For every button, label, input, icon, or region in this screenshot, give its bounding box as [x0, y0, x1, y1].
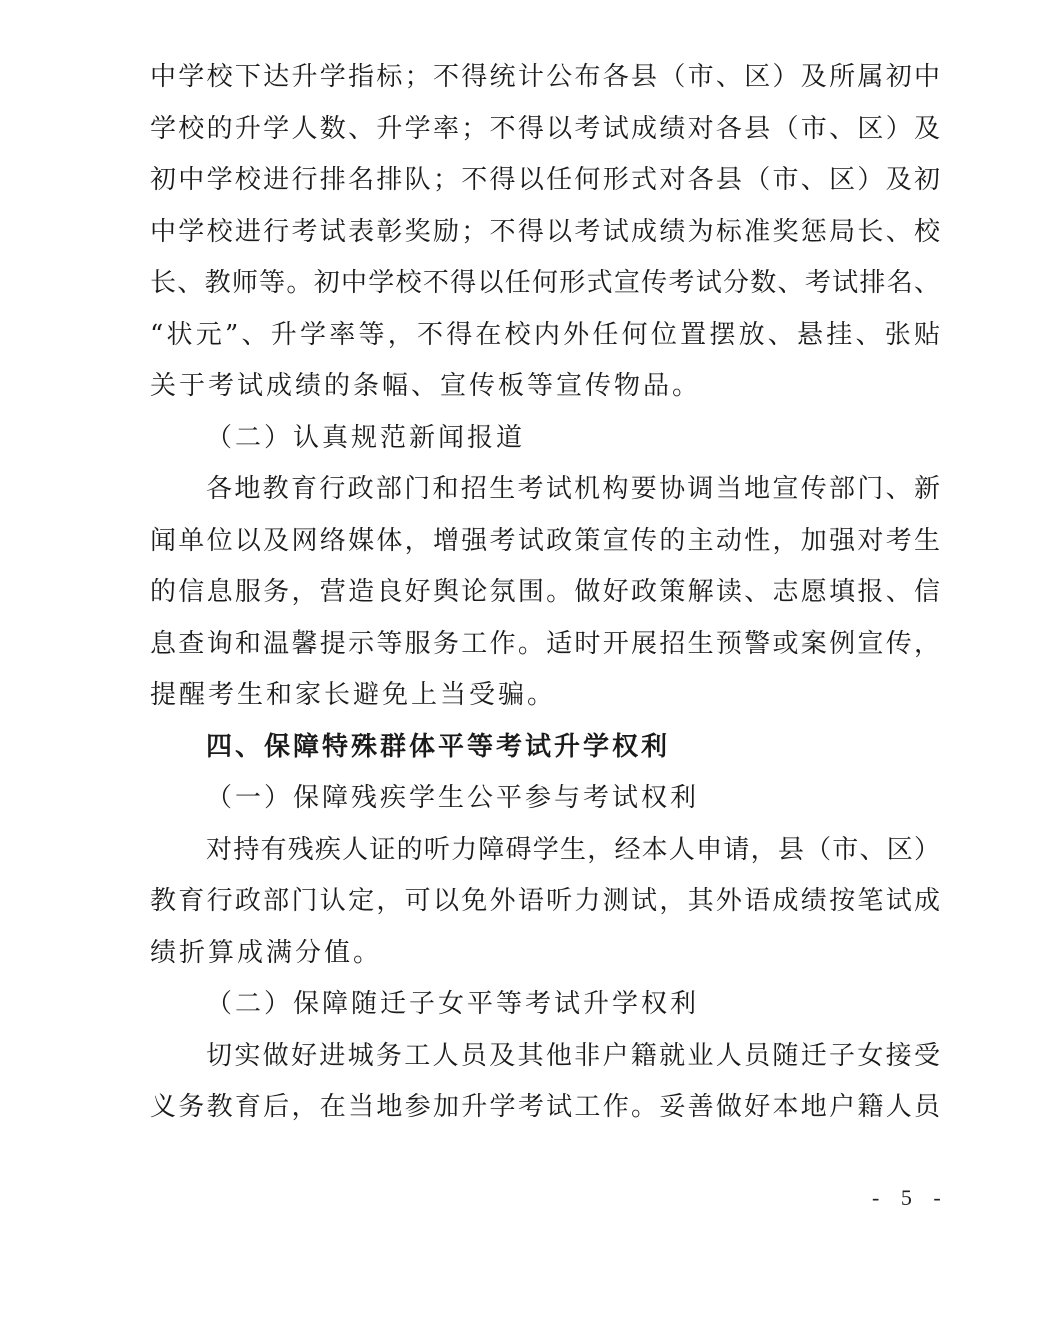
subsection-heading: [150, 979, 940, 1031]
line-text: 中学校进行考试表彰奖励；不得以考试成绩为标准奖惩局长、校: [150, 216, 940, 247]
line-text: 提醒考生和家长避免上当受骗。: [150, 680, 557, 710]
line-text: 教育行政部门认定，可以免外语听力测试，其外语成绩按笔试成: [150, 886, 940, 916]
line-text: 息查询和温馨提示等服务工作。适时开展招生预警或案例宣传，: [150, 628, 940, 659]
paragraph-line: [150, 361, 940, 413]
line-text: （二）认真规范新闻报道: [206, 422, 526, 453]
line-text: （二）保障随迁子女平等考试升学权利: [206, 989, 700, 1019]
line-text: 长、教师等。初中学校不得以任何形式宣传考试分数、考试排名、: [150, 268, 940, 298]
paragraph-line: [150, 1031, 940, 1083]
paragraph-line: [150, 670, 940, 722]
paragraph-line: [150, 52, 940, 104]
page-number: - 5 -: [872, 1185, 949, 1210]
subsection-heading: [150, 773, 940, 825]
line-text: 的信息服务，营造良好舆论氛围。做好政策解读、志愿填报、信: [150, 577, 940, 607]
line-text: 关于考试成绩的条幅、宣传板等宣传物品。: [150, 371, 702, 401]
section-heading: [150, 722, 940, 774]
paragraph-line: [150, 928, 940, 980]
line-text: 义务教育后，在当地参加升学考试工作。妥善做好本地户籍人员: [150, 1092, 940, 1122]
line-text: 各地教育行政部门和招生考试机构要协调当地宣传部门、新: [206, 474, 940, 504]
line-text: （一）保障残疾学生公平参与考试权利: [206, 783, 700, 813]
line-text: 绩折算成满分值。: [150, 937, 383, 968]
line-text: 闻单位以及网络媒体，增强考试政策宣传的主动性，加强对考生: [150, 525, 940, 556]
paragraph-line: [150, 310, 940, 362]
line-text: “状元”、升学率等，不得在校内外任何位置摆放、悬挂、张贴: [150, 319, 940, 350]
paragraph-line: [150, 258, 940, 310]
line-text: 学校的升学人数、升学率；不得以考试成绩对各县（市、区）及: [150, 113, 940, 144]
paragraph-line: [150, 155, 940, 207]
line-text: 四、保障特殊群体平等考试升学权利: [206, 731, 671, 762]
paragraph-line: [150, 464, 940, 516]
paragraph-line: [150, 1082, 940, 1134]
line-text: 初中学校进行排名排队；不得以任何形式对各县（市、区）及初: [150, 165, 940, 195]
line-text: 切实做好进城务工人员及其他非户籍就业人员随迁子女接受: [206, 1040, 940, 1071]
paragraph-line: [150, 516, 940, 568]
paragraph-line: [150, 207, 940, 259]
subsection-heading: [150, 413, 940, 465]
paragraph-line: [150, 876, 940, 928]
paragraph-line: [150, 619, 940, 671]
line-text: 中学校下达升学指标；不得统计公布各县（市、区）及所属初中: [150, 62, 940, 92]
document-body: [150, 52, 940, 1134]
paragraph-line: [150, 825, 940, 877]
paragraph-line: [150, 567, 940, 619]
paragraph-line: [150, 104, 940, 156]
line-text: 对持有残疾人证的听力障碍学生，经本人申请，县（市、区）: [206, 834, 940, 865]
